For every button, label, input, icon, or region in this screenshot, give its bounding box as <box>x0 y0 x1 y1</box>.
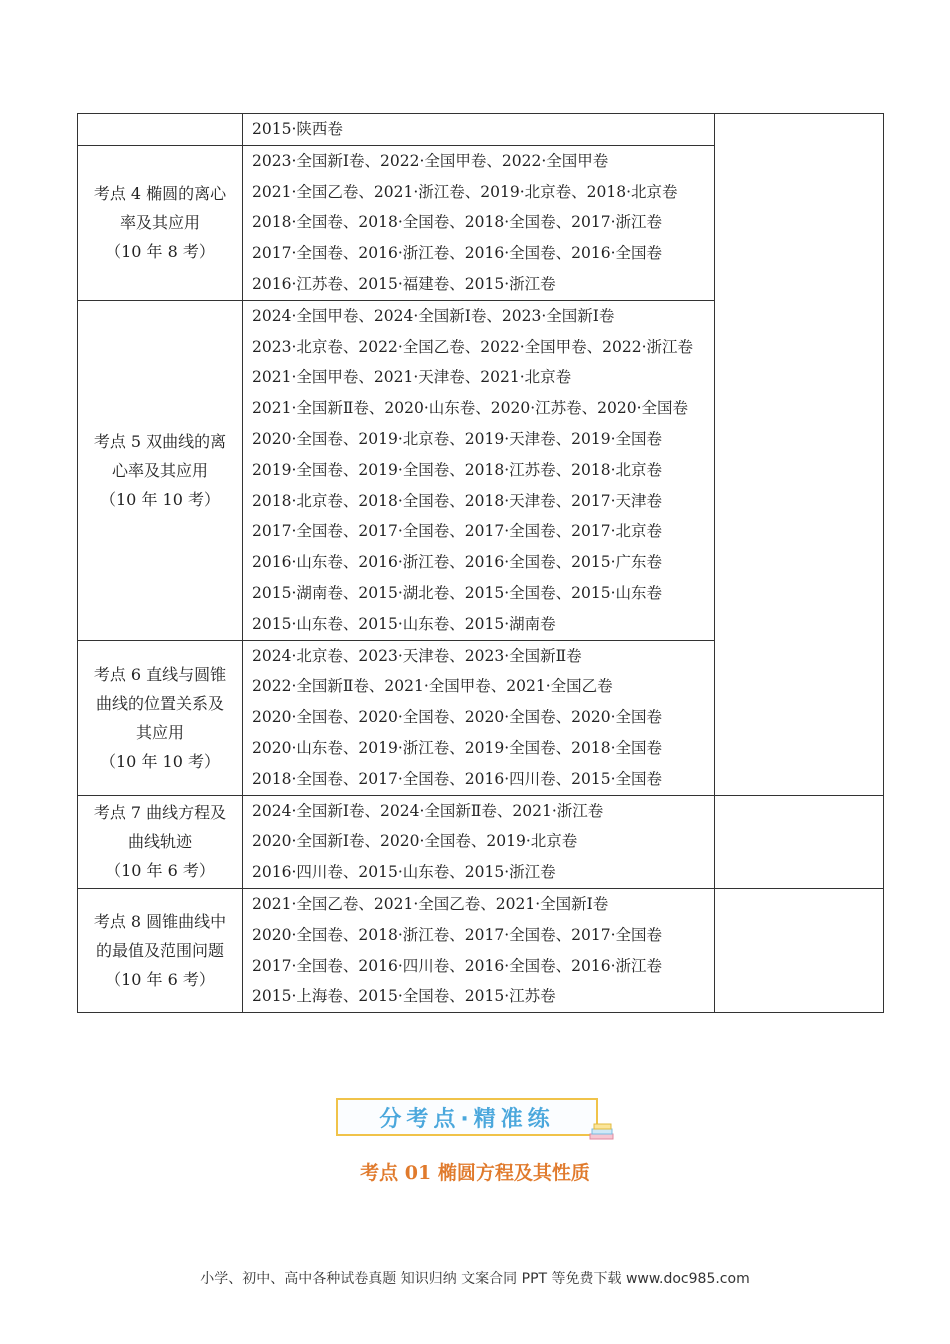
topic-line: 的最值及范围问题 <box>95 941 224 961</box>
paper-line: 2015·湖南卷、2015·湖北卷、2015·全国卷、2015·山东卷 <box>252 583 662 602</box>
table-row <box>78 888 884 1012</box>
section-title: 考点 01 椭圆方程及其性质 <box>360 1162 590 1184</box>
paper-line: 2021·全国新Ⅱ卷、2020·山东卷、2020·江苏卷、2020·全国卷 <box>252 399 689 418</box>
papers-cell <box>243 300 715 640</box>
topic-line: 考点 4 椭圆的离心 <box>93 184 227 204</box>
section-banner <box>336 1098 598 1136</box>
paper-line: 2024·北京卷、2023·天津卷、2023·全国新Ⅱ卷 <box>252 646 582 665</box>
paper-line: 2020·全国卷、2019·北京卷、2019·天津卷、2019·全国卷 <box>252 429 662 448</box>
paper-line: 2017·全国卷、2016·四川卷、2016·全国卷、2016·浙江卷 <box>252 956 662 975</box>
papers-cell <box>243 640 715 795</box>
paper-line: 2021·全国乙卷、2021·全国乙卷、2021·全国新Ⅰ卷 <box>252 894 609 913</box>
topic-line: （10 年 6 考） <box>105 861 215 881</box>
paper-line: 2020·山东卷、2019·浙江卷、2019·全国卷、2018·全国卷 <box>252 738 662 757</box>
papers-cell <box>243 145 715 300</box>
paper-line: 2016·江苏卷、2015·福建卷、2015·浙江卷 <box>252 274 556 293</box>
topic-line: （10 年 8 考） <box>105 242 215 262</box>
paper-line: 2021·全国乙卷、2021·浙江卷、2019·北京卷、2018·北京卷 <box>252 182 678 201</box>
paper-line: 2015·陕西卷 <box>252 120 343 138</box>
topic-line: （10 年 10 考） <box>100 751 220 771</box>
paper-line: 2018·北京卷、2018·全国卷、2018·天津卷、2017·天津卷 <box>252 491 662 510</box>
topic-cell <box>78 114 243 146</box>
topic-line: 考点 6 直线与圆锥 <box>93 664 227 684</box>
paper-line: 2023·北京卷、2022·全国乙卷、2022·全国甲卷、2022·浙江卷 <box>252 337 693 356</box>
topic-cell <box>78 888 243 1012</box>
topic-line: 考点 7 曲线方程及 <box>93 803 227 823</box>
banner-text: 分考点·精准练 <box>379 1106 555 1132</box>
papers-cell <box>243 888 715 1012</box>
topic-line: 考点 8 圆锥曲线中 <box>93 912 227 932</box>
table-row <box>78 114 884 146</box>
paper-line: 2020·全国卷、2020·全国卷、2020·全国卷、2020·全国卷 <box>252 708 662 727</box>
paper-line: 2022·全国新Ⅱ卷、2021·全国甲卷、2021·全国乙卷 <box>252 677 613 696</box>
paper-line: 2019·全国卷、2019·全国卷、2018·江苏卷、2018·北京卷 <box>252 460 662 479</box>
paper-line: 2015·山东卷、2015·山东卷、2015·湖南卷 <box>252 614 556 633</box>
paper-line: 2016·四川卷、2015·山东卷、2015·浙江卷 <box>252 863 556 882</box>
topic-line: 心率及其应用 <box>111 460 208 480</box>
topic-line: （10 年 6 考） <box>105 970 215 990</box>
notes-cell <box>715 795 884 888</box>
paper-line: 2020·全国卷、2018·浙江卷、2017·全国卷、2017·全国卷 <box>252 925 662 944</box>
table-row <box>78 795 884 888</box>
topic-cell <box>78 640 243 795</box>
paper-line: 2018·全国卷、2017·全国卷、2016·四川卷、2015·全国卷 <box>252 769 662 788</box>
notes-cell <box>715 888 884 1012</box>
topic-line: 曲线的位置关系及 <box>95 693 224 713</box>
exam-topic-table <box>77 113 884 1013</box>
paper-line: 2024·全国新Ⅰ卷、2024·全国新Ⅱ卷、2021·浙江卷 <box>252 801 604 820</box>
footer-text: 小学、初中、高中各种试卷真题 知识归纳 文案合同 PPT 等免费下载 www.doc985.com <box>200 1271 750 1287</box>
paper-line: 2024·全国甲卷、2024·全国新Ⅰ卷、2023·全国新Ⅰ卷 <box>252 306 615 325</box>
topic-cell <box>78 300 243 640</box>
topic-line: （10 年 10 考） <box>100 489 220 509</box>
notes-cell <box>715 114 884 796</box>
paper-line: 2021·全国甲卷、2021·天津卷、2021·北京卷 <box>252 368 572 387</box>
topic-cell <box>78 145 243 300</box>
paper-line: 2017·全国卷、2016·浙江卷、2016·全国卷、2016·全国卷 <box>252 244 662 263</box>
topic-cell <box>78 795 243 888</box>
books-icon <box>588 1121 616 1143</box>
topic-line: 其应用 <box>135 722 184 742</box>
paper-line: 2018·全国卷、2018·全国卷、2018·全国卷、2017·浙江卷 <box>252 213 662 232</box>
topic-line: 率及其应用 <box>119 213 200 233</box>
paper-line: 2023·全国新Ⅰ卷、2022·全国甲卷、2022·全国甲卷 <box>252 151 609 170</box>
paper-line: 2015·上海卷、2015·全国卷、2015·江苏卷 <box>252 987 556 1006</box>
paper-line: 2017·全国卷、2017·全国卷、2017·全国卷、2017·北京卷 <box>252 522 662 541</box>
paper-line: 2020·全国新Ⅰ卷、2020·全国卷、2019·北京卷 <box>252 832 578 851</box>
paper-line: 2016·山东卷、2016·浙江卷、2016·全国卷、2015·广东卷 <box>252 553 662 572</box>
topic-line: 考点 5 双曲线的离 <box>93 431 227 451</box>
papers-cell <box>243 114 715 146</box>
papers-cell <box>243 795 715 888</box>
topic-line: 曲线轨迹 <box>127 832 192 852</box>
